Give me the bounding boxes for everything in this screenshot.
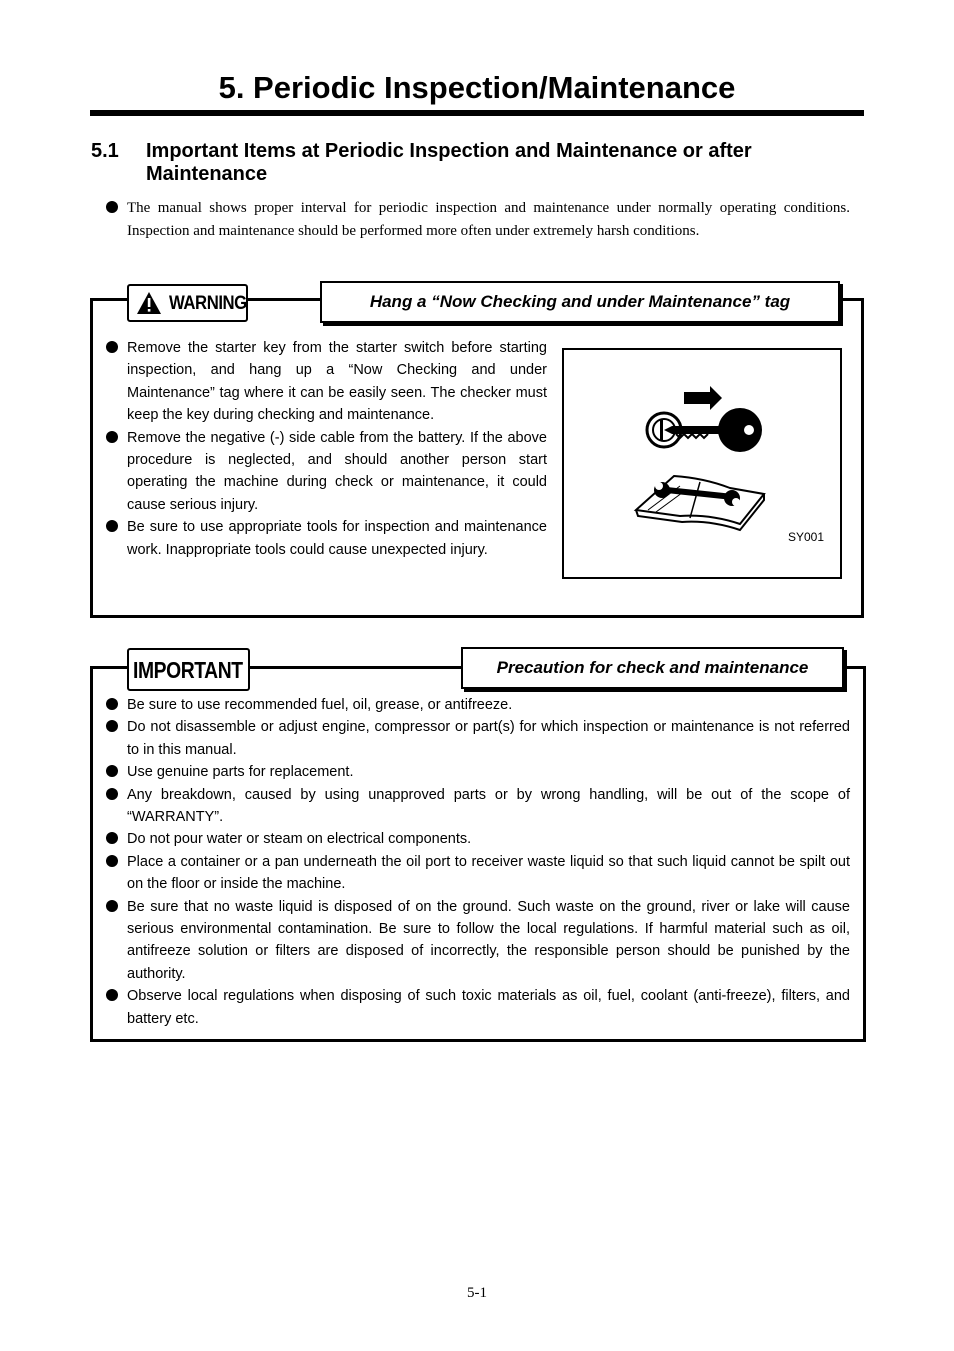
list-item: Be sure that no waste liquid is disposed of on the ground. Such waste on the ground, river or lake will cause serious environmental contamination. Be sure to follow the local regulations. If harmful material such as oil, antifreeze solution or filters are disposed of incorrectly, the responsible person should be punished by the authority. — [106, 896, 850, 986]
figure-code: SY001 — [788, 530, 825, 544]
list-item: Place a container or a pan underneath the oil port to receiver waste liquid so that such liquid cannot be spilt out on the floor or inside the machine. — [106, 851, 850, 896]
bullet-icon — [106, 788, 118, 800]
list-item: Use genuine parts for replacement. — [106, 761, 850, 783]
bullet-icon — [106, 520, 118, 532]
list-item: Remove the negative (-) side cable from the battery. If the above procedure is neglected, and should another person start operating the machine during check or maintenance, it could cause serious injury. — [106, 427, 547, 517]
warning-label — [127, 284, 248, 322]
bullet-icon — [106, 765, 118, 777]
chapter-title: 5. Periodic Inspection/Maintenance — [218, 70, 736, 105]
bullet-icon — [106, 720, 118, 732]
figure-box — [562, 348, 842, 579]
list-item: Be sure to use recommended fuel, oil, grease, or antifreeze. — [106, 694, 850, 716]
bullet-icon — [106, 989, 118, 1001]
section-title: Important Items at Periodic Inspection and Maintenance or after Maintenance — [146, 140, 752, 185]
important-label-text: IMPORTANT — [133, 657, 243, 683]
important-label — [127, 648, 250, 691]
arrow-right-icon — [684, 386, 722, 410]
key-icon — [664, 408, 762, 452]
list-item: Be sure to use appropriate tools for inspection and maintenance work. Inappropriate tools could cause unexpected injury. — [106, 516, 547, 561]
manual-book-icon — [636, 476, 764, 530]
section-number: 5.1 — [91, 140, 119, 162]
list-item: Remove the starter key from the starter switch before starting inspection, and hang up a “Now Checking and under Maintenance” tag where it can be easily seen. The checker must keep the key during checking and maintenance. — [106, 337, 547, 427]
list-item: Do not pour water or steam on electrical components. — [106, 828, 850, 850]
warning-list — [106, 337, 547, 561]
intro-text: The manual shows proper interval for periodic inspection and maintenance under normally operating conditions. Inspection and maintenance should be performed more often under extremely harsh conditions. — [127, 200, 850, 239]
list-item: Any breakdown, caused by using unapproved parts or by wrong handling, will be out of the scope of “WARRANTY”. — [106, 784, 850, 829]
intro-paragraph — [106, 197, 850, 242]
bullet-icon — [106, 698, 118, 710]
warning-label-text: WARNING — [169, 293, 247, 314]
page-number: 5-1 — [467, 1285, 487, 1301]
chapter-rule — [90, 110, 864, 116]
important-list — [106, 694, 850, 1030]
bullet-icon — [106, 431, 118, 443]
important-tag: Precaution for check and maintenance — [461, 647, 844, 689]
bullet-icon — [106, 832, 118, 844]
list-item: Do not disassemble or adjust engine, compressor or part(s) for which inspection or maintenance is not referred to in this manual. — [106, 716, 850, 761]
bullet-icon — [106, 341, 118, 353]
warning-tag: Hang a “Now Checking and under Maintenance” tag — [320, 281, 840, 323]
bullet-icon — [106, 201, 118, 213]
list-item: Observe local regulations when disposing of such toxic materials as oil, fuel, coolant (anti-freeze), filters, and battery etc. — [106, 985, 850, 1030]
bullet-icon — [106, 855, 118, 867]
bullet-icon — [106, 900, 118, 912]
